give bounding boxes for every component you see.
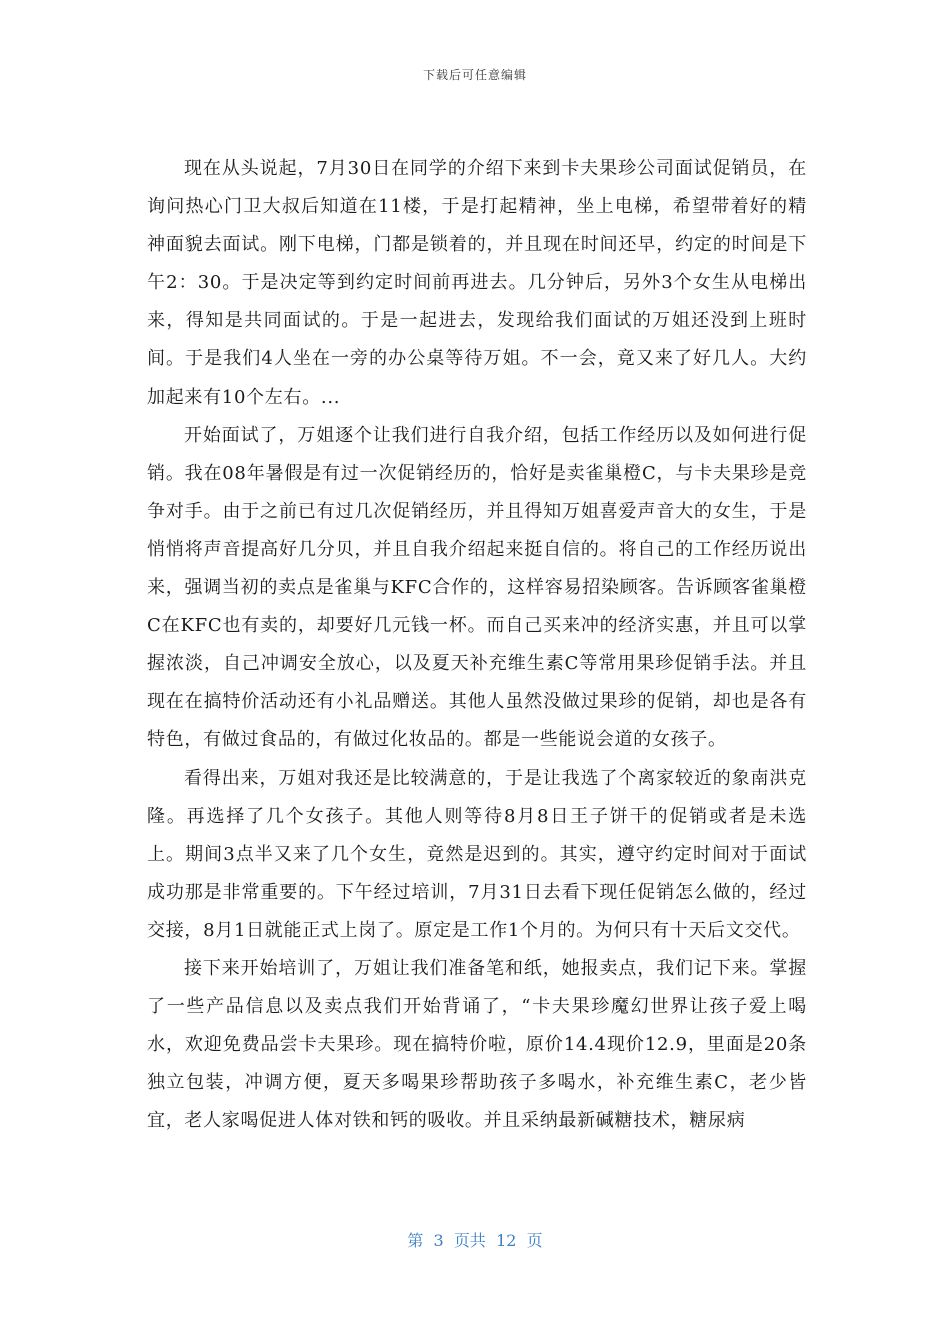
- paragraph-1: 现在从头说起，7月30日在同学的介绍下来到卡夫果珍公司面试促销员，在询问热心门卫大叔后知道在11楼，于是打起精神，坐上电梯，希望带着好的精神面貌去面试。刚下电梯，门都是锁着的，并且现在时间还早，约定的时间是下午2：30。于是决定等到约定时间前再进去。几分钟后，另外3个女生从电梯出来，得知是共同面试的。于是一起进去，发现给我们面试的万姐还没到上班时间。于是我们4人坐在一旁的办公桌等待万姐。不一会，竟又来了好几人。大约加起来有10个左右。...: [147, 158, 807, 408]
- paragraph-2: 开始面试了，万姐逐个让我们进行自我介绍，包括工作经历以及如何进行促销。我在08年暑假是有过一次促销经历的，恰好是卖雀巢橙C，与卡夫果珍是竞争对手。由于之前已有过几次促销经历，并且得知万姐喜爱声音大的女生，于是悄悄将声音提高好几分贝，并且自我介绍起来挺自信的。将自己的工作经历说出来，强调当初的卖点是雀巢与KFC合作的，这样容易招染顾客。告诉顾客雀巢橙C在KFC也有卖的，却要好几元钱一杯。而自己买来冲的经济实惠，并且可以掌握浓淡，自己冲调安全放心，以及夏天补充维生素C等常用果珍促销手法。并且现在在搞特价活动还有小礼品赠送。其他人虽然没做过果珍的促销，却也是各有特色，有做过食品的，有做过化妆品的。都是一些能说会道的女孩子。: [147, 424, 807, 751]
- paragraph-4: 接下来开始培训了，万姐让我们准备笔和纸，她报卖点，我们记下来。掌握了一些产品信息以及卖点我们开始背诵了，“卡夫果珍魔幻世界让孩子爱上喝水，欢迎免费品尝卡夫果珍。现在搞特价啦，原价14.4现价12.9，里面是20条独立包装，冲调方便，夏天多喝果珍帮助孩子多喝水，补充维生素C，老少皆宜，老人家喝促进人体对铁和钙的吸收。并且采纳最新碱糖技术，糖尿病: [147, 957, 807, 1132]
- paragraph-3: 看得出来，万姐对我还是比较满意的，于是让我选了个离家较近的象南洪克隆。再选择了几个女孩子。其他人则等待8月8日王子饼干的促销或者是未选上。期间3点半又来了几个女生，竟然是迟到的。其实，遵守约定时间对于面试成功那是非常重要的。下午经过培训，7月31日去看下现任促销怎么做的，经过交接，8月1日就能正式上岗了。原定是工作1个月的。为何只有十天后文交代。: [147, 767, 807, 941]
- page-header: 下载后可任意编辑: [422, 68, 527, 82]
- document-body: [147, 150, 807, 1140]
- page-number-footer: 第 3 页共 12 页: [407, 1231, 543, 1250]
